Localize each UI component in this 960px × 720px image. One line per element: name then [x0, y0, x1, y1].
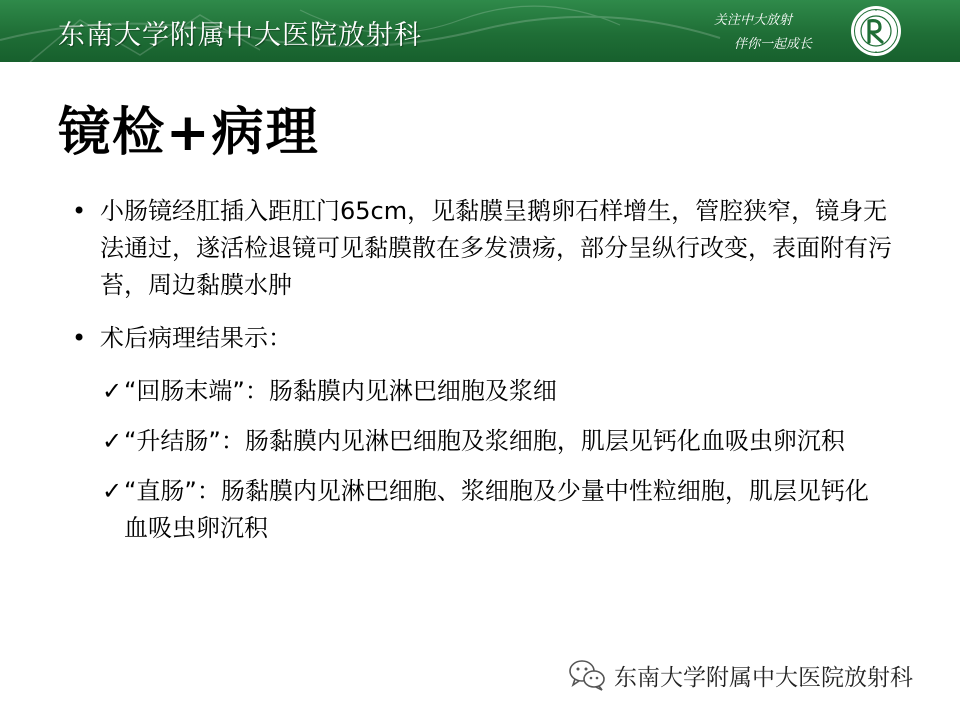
pathology-item-rectum	[72, 473, 892, 547]
checkmark-icon: ✓	[102, 377, 123, 405]
bullet-dot: •	[72, 197, 87, 225]
pathology-item-ileum	[72, 373, 892, 410]
bullet-text: 术后病理结果示：	[100, 324, 292, 352]
slide-content	[72, 193, 892, 560]
pathology-text: “直肠”：肠黏膜内见淋巴细胞、浆细胞及少量中性粒细胞，肌层见钙化血吸虫卵沉积	[124, 477, 869, 542]
pathology-text: “升结肠”：肠黏膜内见淋巴细胞及浆细胞，肌层见钙化血吸虫卵沉积	[124, 427, 845, 455]
bullet-item	[72, 193, 892, 304]
header-title: 东南大学附属中大医院放射科	[58, 20, 422, 51]
bullet-dot: •	[72, 324, 87, 352]
department-seal-icon	[850, 5, 902, 57]
slogan-line-2: 伴你一起成长	[734, 37, 813, 52]
checkmark-icon: ✓	[102, 477, 123, 505]
pathology-text: “回肠末端”：肠黏膜内见淋巴细胞及浆细	[124, 377, 557, 405]
wechat-watermark	[568, 658, 913, 692]
header-banner	[0, 0, 960, 62]
bullet-text: 小肠镜经肛插入距肛门65cm，见黏膜呈鹅卵石样增生，管腔狭窄，镜身无法通过，遂活检退镜可见黏膜散在多发溃疡，部分呈纵行改变，表面附有污苔，周边黏膜水肿	[100, 197, 892, 299]
watermark-text: 东南大学附属中大医院放射科	[614, 664, 913, 691]
pathology-item-ascending-colon	[72, 423, 892, 460]
checkmark-icon: ✓	[102, 427, 123, 455]
slogan-line-1: 关注中大放射	[714, 13, 793, 28]
slide-title: 镜检+病理	[58, 103, 320, 163]
wechat-icon	[568, 658, 606, 692]
bullet-item	[72, 320, 892, 357]
